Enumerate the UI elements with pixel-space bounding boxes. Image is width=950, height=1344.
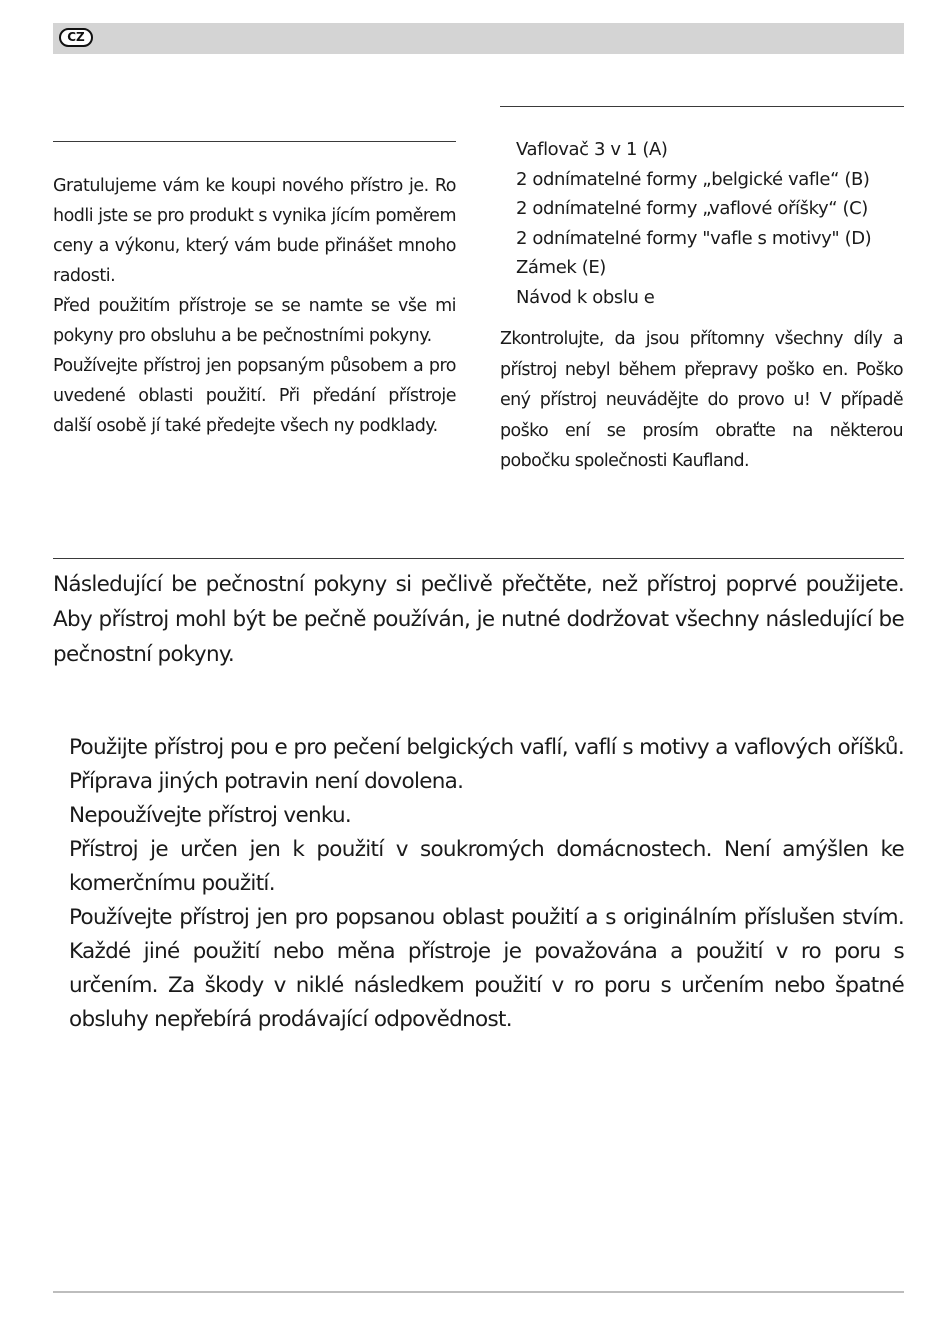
list-item: 2 odnímatelné formy "vafle s motivy" (D) [516, 227, 872, 249]
right-section-rule [500, 106, 904, 107]
intro-paragraph: Používejte přístroj jen popsaným působem a pro uvedené oblasti použití. Při předání přístroje další osobě jí také předejte všech ny podklady. [53, 356, 456, 436]
list-item: 2 odnímatelné formy „belgické vafle“ (B) [516, 168, 870, 190]
list-item: Návod k obslu e [516, 286, 655, 308]
list-item: 2 odnímatelné formy „vaflové oříšky“ (C) [516, 198, 868, 219]
header-bar [53, 23, 904, 54]
contents-check-note [500, 324, 903, 477]
safety-intro-paragraph: Následující be pečnostní pokyny si pečlivě přečtěte, než přístroj poprvé použijete. Aby přístroj mohl být be pečně používán, je nutné dodržovat všechny následující be pečnostní pokyny. [53, 572, 904, 667]
safety-rule-item: Přístroj je určen jen k použití v soukromých domácnostech. Není amýšlen ke komerčnímu použití. [69, 837, 904, 896]
package-contents-list [516, 135, 908, 312]
list-item: Zámek (E) [516, 257, 606, 278]
language-badge: CZ [59, 28, 93, 47]
note-paragraph: Zkontrolujte, da jsou přítomny všechny díly a přístroj nebyl během přepravy poško en. Poško ený přístroj neuvádějte do provo u! V případě poško ení se prosím obraťte na některou pobočku společnosti Kaufland. [500, 329, 903, 471]
safety-rule-item: Použijte přístroj pou e pro pečení belgických vaflí, vaflí s motivy a vaflových oříšků. Příprava jiných potravin není dovolena. [69, 735, 904, 794]
list-item: Vaflovač 3 v 1 (A) [516, 139, 668, 160]
footer-rule [53, 1291, 904, 1293]
safety-rule-item: Nepoužívejte přístroj venku. [69, 803, 352, 828]
safety-intro [53, 567, 904, 672]
intro-text [53, 171, 456, 441]
left-section-rule [53, 141, 456, 142]
safety-rule-item: Používejte přístroj jen pro popsanou oblast použití a s originálním příslušen stvím. Každé jiné použití nebo měna přístroje je považována a použití v ro poru s určením. Za škody v niklé následkem použití v ro poru s určením nebo špatné obsluhy nepřebírá prodávající odpovědnost. [69, 905, 904, 1032]
intro-paragraph: Před použitím přístroje se se namte se vše mi pokyny pro obsluhu a be pečnostními pokyny. [53, 296, 456, 346]
safety-rules-list [69, 731, 904, 1037]
safety-section-rule [53, 558, 904, 559]
intro-paragraph: Gratulujeme vám ke koupi nového přístro je. Ro hodli jste se pro produkt s vynika jícím poměrem ceny a výkonu, který vám bude přinášet mnoho radosti. [53, 176, 456, 286]
